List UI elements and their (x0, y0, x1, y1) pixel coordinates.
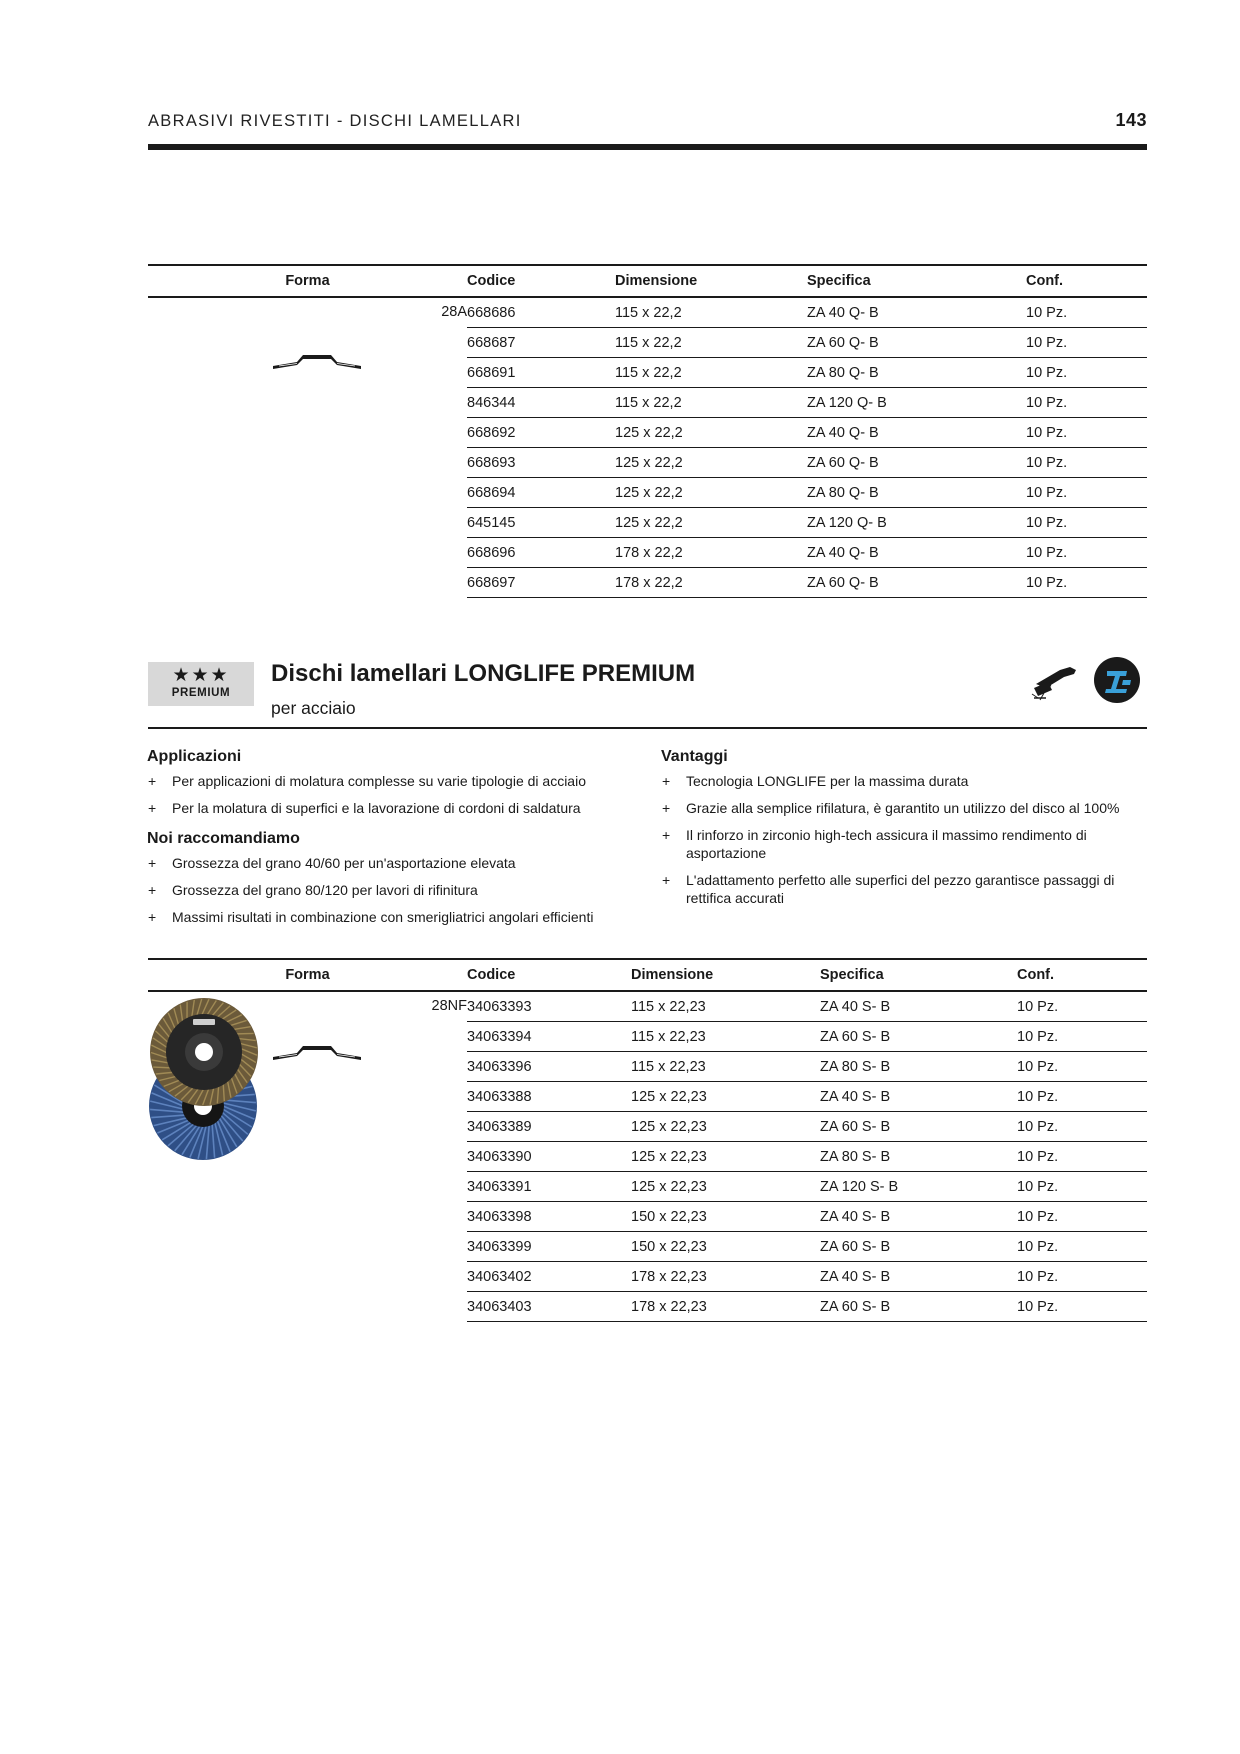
dimensione-cell: 115 x 22,2 (615, 358, 807, 388)
premium-badge (148, 662, 254, 706)
specifica-cell: ZA 80 S- B (820, 1052, 1017, 1082)
list-item (147, 908, 647, 926)
running-header-title: ABRASIVI RIVESTITI - DISCHI LAMELLARI (148, 112, 522, 130)
codice-cell: 668691 (467, 358, 615, 388)
codice-cell: 846344 (467, 388, 615, 418)
conf-cell: 10 Pz. (1026, 568, 1147, 598)
list-item-text: Tecnologia LONGLIFE per la massima durata (686, 773, 969, 789)
conf-cell: 10 Pz. (1017, 1172, 1147, 1202)
conf-cell: 10 Pz. (1026, 328, 1147, 358)
specifica-cell: ZA 60 S- B (820, 1112, 1017, 1142)
dimensione-cell: 125 x 22,2 (615, 478, 807, 508)
list-item-text: Il rinforzo in zirconio high-tech assicura il massimo rendimento di asportazione (686, 827, 1087, 861)
column-header-dimensione: Dimensione (631, 959, 820, 991)
dimensione-cell: 125 x 22,23 (631, 1112, 820, 1142)
column-header-codice: Codice (467, 959, 631, 991)
plus-bullet-icon: + (662, 872, 671, 888)
dimensione-cell: 115 x 22,2 (615, 388, 807, 418)
specifica-cell: ZA 120 S- B (820, 1172, 1017, 1202)
dimensione-cell: 125 x 22,23 (631, 1172, 820, 1202)
specifica-cell: ZA 40 Q- B (807, 297, 1026, 328)
conf-cell: 10 Pz. (1017, 1082, 1147, 1112)
flap-disc-product-image (148, 996, 260, 1162)
conf-cell: 10 Pz. (1017, 991, 1147, 1022)
dimensione-cell: 115 x 22,23 (631, 991, 820, 1022)
list-item (147, 772, 647, 790)
list-item (147, 854, 647, 872)
forma-cell (148, 991, 467, 1322)
codice-cell: 34063394 (467, 1022, 631, 1052)
codice-cell: 34063388 (467, 1082, 631, 1112)
dimensione-cell: 125 x 22,23 (631, 1082, 820, 1112)
dimensione-cell: 178 x 22,23 (631, 1292, 820, 1322)
list-item-text: Per la molatura di superfici e la lavorazione di cordoni di saldatura (172, 800, 581, 816)
applicazioni-heading: Applicazioni (147, 748, 242, 765)
specifica-cell: ZA 80 S- B (820, 1142, 1017, 1172)
specifica-cell: ZA 40 S- B (820, 991, 1017, 1022)
page-number: 143 (1115, 110, 1147, 130)
list-item-text: Per applicazioni di molatura complesse su varie tipologie di acciaio (172, 773, 586, 789)
specifica-cell: ZA 40 S- B (820, 1202, 1017, 1232)
table-row (148, 991, 1147, 1022)
plus-bullet-icon: + (148, 773, 157, 789)
vantaggi-heading: Vantaggi (661, 748, 728, 765)
codice-cell: 34063391 (467, 1172, 631, 1202)
star-rating-icon: ★★★ (172, 665, 230, 686)
conf-cell: 10 Pz. (1026, 388, 1147, 418)
conf-cell: 10 Pz. (1017, 1052, 1147, 1082)
product-table-28a (148, 264, 1147, 598)
header-rule (148, 144, 1147, 150)
column-header-dimensione: Dimensione (615, 265, 807, 297)
codice-cell: 34063389 (467, 1112, 631, 1142)
codice-cell: 668687 (467, 328, 615, 358)
shape-label: 28NF (431, 998, 467, 1014)
dimensione-cell: 125 x 22,2 (615, 418, 807, 448)
premium-badge-label: PREMIUM (171, 687, 231, 699)
column-header-forma: Forma (148, 265, 467, 297)
product-title: Dischi lamellari LONGLIFE PREMIUM (271, 660, 696, 687)
plus-bullet-icon: + (148, 800, 157, 816)
column-header-conf: Conf. (1026, 265, 1147, 297)
specifica-cell: ZA 40 Q- B (807, 418, 1026, 448)
conf-cell: 10 Pz. (1026, 478, 1147, 508)
specifica-cell: ZA 120 Q- B (807, 508, 1026, 538)
table-body (148, 297, 1147, 598)
column-header-specifica: Specifica (807, 265, 1026, 297)
codice-cell: 668697 (467, 568, 615, 598)
codice-cell: 668694 (467, 478, 615, 508)
list-item-text: Grazie alla semplice rifilatura, è garantito un utilizzo del disco al 100% (686, 800, 1120, 816)
conf-cell: 10 Pz. (1017, 1292, 1147, 1322)
list-item (661, 799, 1147, 817)
dimensione-cell: 178 x 22,2 (615, 568, 807, 598)
dimensione-cell: 125 x 22,2 (615, 508, 807, 538)
codice-cell: 668692 (467, 418, 615, 448)
plus-bullet-icon: + (662, 827, 671, 843)
conf-cell: 10 Pz. (1017, 1112, 1147, 1142)
codice-cell: 645145 (467, 508, 615, 538)
plus-bullet-icon: + (662, 773, 671, 789)
list-item-text: Grossezza del grano 80/120 per lavori di rifinitura (172, 882, 478, 898)
specifica-cell: ZA 80 Q- B (807, 358, 1026, 388)
table-header-row (148, 959, 1147, 991)
list-item-text: Grossezza del grano 40/60 per un'asportazione elevata (172, 855, 516, 871)
product-subtitle: per acciaio (271, 698, 356, 718)
conf-cell: 10 Pz. (1026, 448, 1147, 478)
list-item (661, 826, 1147, 862)
codice-cell: 34063398 (467, 1202, 631, 1232)
dimensione-cell: 150 x 22,23 (631, 1232, 820, 1262)
specifica-cell: ZA 60 Q- B (807, 568, 1026, 598)
codice-cell: 668686 (467, 297, 615, 328)
conf-cell: 10 Pz. (1017, 1202, 1147, 1232)
list-item (661, 772, 1147, 790)
dimensione-cell: 150 x 22,23 (631, 1202, 820, 1232)
vantaggi-list (661, 772, 1147, 916)
section-rule (148, 727, 1147, 729)
dimensione-cell: 115 x 22,2 (615, 297, 807, 328)
plus-bullet-icon: + (148, 909, 157, 925)
list-item (147, 881, 647, 899)
angle-grinder-icon (1030, 660, 1080, 707)
codice-cell: 34063403 (467, 1292, 631, 1322)
list-item-text: L'adattamento perfetto alle superfici del pezzo garantisce passaggi di rettifica accurati (686, 872, 1115, 906)
raccomandiamo-heading: Noi raccomandiamo (147, 830, 300, 847)
inox-steel-icon (1093, 656, 1141, 709)
codice-cell: 34063396 (467, 1052, 631, 1082)
column-header-codice: Codice (467, 265, 615, 297)
plus-bullet-icon: + (662, 800, 671, 816)
column-header-conf: Conf. (1017, 959, 1147, 991)
column-header-forma: Forma (148, 959, 467, 991)
conf-cell: 10 Pz. (1017, 1022, 1147, 1052)
codice-cell: 34063402 (467, 1262, 631, 1292)
product-table-28nf (148, 958, 1147, 1322)
codice-cell: 668693 (467, 448, 615, 478)
dimensione-cell: 178 x 22,2 (615, 538, 807, 568)
dimensione-cell: 115 x 22,23 (631, 1022, 820, 1052)
list-item (147, 799, 647, 817)
codice-cell: 34063399 (467, 1232, 631, 1262)
shape-label: 28A (441, 304, 467, 320)
codice-cell: 34063390 (467, 1142, 631, 1172)
disc-profile-28nf-icon (271, 1044, 363, 1062)
raccomandiamo-list (147, 854, 647, 935)
conf-cell: 10 Pz. (1026, 418, 1147, 448)
list-item (661, 871, 1147, 907)
plus-bullet-icon: + (148, 855, 157, 871)
specifica-cell: ZA 60 Q- B (807, 328, 1026, 358)
specifica-cell: ZA 80 Q- B (807, 478, 1026, 508)
specifica-cell: ZA 60 S- B (820, 1292, 1017, 1322)
table-row (148, 297, 1147, 328)
specifica-cell: ZA 40 S- B (820, 1262, 1017, 1292)
dimensione-cell: 115 x 22,2 (615, 328, 807, 358)
disc-profile-28a-icon (271, 353, 363, 371)
applicazioni-list (147, 772, 647, 826)
conf-cell: 10 Pz. (1026, 297, 1147, 328)
specifica-cell: ZA 40 S- B (820, 1082, 1017, 1112)
specifica-cell: ZA 120 Q- B (807, 388, 1026, 418)
column-header-specifica: Specifica (820, 959, 1017, 991)
conf-cell: 10 Pz. (1026, 358, 1147, 388)
specifica-cell: ZA 40 Q- B (807, 538, 1026, 568)
dimensione-cell: 125 x 22,2 (615, 448, 807, 478)
specifica-cell: ZA 60 S- B (820, 1232, 1017, 1262)
dimensione-cell: 125 x 22,23 (631, 1142, 820, 1172)
codice-cell: 668696 (467, 538, 615, 568)
table-body (148, 991, 1147, 1322)
conf-cell: 10 Pz. (1017, 1142, 1147, 1172)
specifica-cell: ZA 60 S- B (820, 1022, 1017, 1052)
table-header-row (148, 265, 1147, 297)
dimensione-cell: 115 x 22,23 (631, 1052, 820, 1082)
conf-cell: 10 Pz. (1017, 1262, 1147, 1292)
forma-cell (148, 297, 467, 598)
specifica-cell: ZA 60 Q- B (807, 448, 1026, 478)
dimensione-cell: 178 x 22,23 (631, 1262, 820, 1292)
conf-cell: 10 Pz. (1017, 1232, 1147, 1262)
conf-cell: 10 Pz. (1026, 538, 1147, 568)
codice-cell: 34063393 (467, 991, 631, 1022)
plus-bullet-icon: + (148, 882, 157, 898)
conf-cell: 10 Pz. (1026, 508, 1147, 538)
list-item-text: Massimi risultati in combinazione con smerigliatrici angolari efficienti (172, 909, 594, 925)
